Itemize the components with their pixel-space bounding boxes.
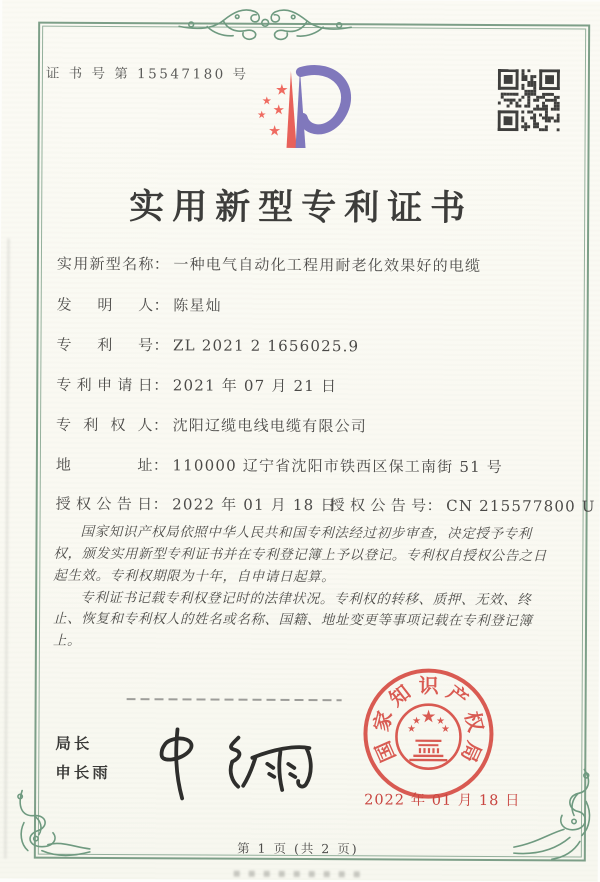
field-colon: ：: [153, 336, 170, 355]
national-emblem-icon: [396, 705, 460, 769]
field-colon: ：: [426, 496, 443, 515]
seal-ring-char: 国: [370, 737, 401, 766]
field-value: 一种电气自动化工程用耐老化效果好的电缆: [173, 255, 482, 275]
field-label: 专利号: [56, 335, 154, 355]
top-border-ornament-icon: [177, 2, 353, 45]
scan-edge-artifact: [4, 238, 10, 858]
field-grant-number: [330, 494, 596, 516]
seal-ring-char: 知: [384, 679, 416, 712]
seal-ring-char: 产: [442, 680, 473, 712]
field-value: 2021 年 07 月 21 日: [172, 376, 338, 396]
seal-ring-char: 家: [368, 708, 398, 734]
next-page-smudge: [234, 871, 364, 878]
body-paragraph-2: 专利证书记载专利权登记时的法律状况。专利权的转移、质押、无效、终止、恢复和专利权人的姓名或名称、国籍、地址变更等事项记载在专利登记簿上。: [52, 589, 533, 650]
director-name: 申长雨: [55, 763, 111, 783]
seal-date: 2022 年 01 月 18 日: [364, 792, 521, 810]
seal-ring-char: 识: [418, 673, 439, 698]
field-value: ZL 2021 2 1656025.9: [172, 336, 360, 356]
seal-ring-char: 权: [460, 708, 489, 735]
director-title: 局长: [55, 734, 93, 753]
field-colon: ：: [153, 296, 170, 315]
official-seal-icon: [361, 666, 496, 801]
field-address: [56, 454, 503, 477]
field-label: 专利申请日: [56, 375, 154, 395]
field-colon: ：: [152, 495, 169, 514]
body-paragraph-1: 国家知识产权局依照中华人民共和国专利法经过初步审查，决定授予专利权，颁发实用新型专利证书并在专利登记簿上予以登记。专利权自授权公告之日起生效。专利权期限为十年，自申请日起算。: [53, 523, 547, 585]
field-patentee: [56, 414, 367, 437]
field-colon: ：: [153, 255, 170, 274]
field-label: 授权公告号: [329, 496, 427, 515]
qr-code-icon: [498, 69, 560, 131]
seal-ring-char: 局: [456, 737, 487, 767]
legal-text: [53, 522, 558, 656]
field-label: 地址: [55, 455, 153, 475]
certificate-number: 证 书 号 第 15547180 号: [45, 65, 249, 83]
field-value: 沈阳辽缆电线电缆有限公司: [172, 416, 368, 436]
field-filing-date: [56, 374, 337, 396]
cnipa-logo-icon: [236, 60, 377, 166]
field-patent-number: [56, 334, 359, 357]
field-utility-model-name: [57, 253, 481, 276]
director-signature: [148, 711, 323, 802]
field-grant-date: [56, 493, 337, 515]
field-colon: ：: [153, 376, 169, 395]
field-value: 2022 年 01 月 18 日: [172, 495, 337, 515]
field-label: 授权公告日: [55, 494, 153, 514]
certificate-title: 实用新型专利证书: [129, 186, 474, 229]
field-label: 专利权人: [56, 415, 154, 435]
field-colon: ：: [153, 416, 169, 435]
field-inventor: [57, 294, 222, 316]
page-footer: 第 1 页 (共 2 页): [237, 840, 359, 857]
field-colon: ：: [152, 456, 169, 475]
field-label: 发明人: [56, 295, 154, 315]
field-label: 实用新型名称: [56, 254, 154, 274]
field-value: 110000 辽宁省沈阳市铁西区保工南街 51 号: [172, 456, 504, 477]
field-value: CN 215577800 U: [446, 496, 596, 516]
field-value: 陈星灿: [173, 296, 222, 315]
